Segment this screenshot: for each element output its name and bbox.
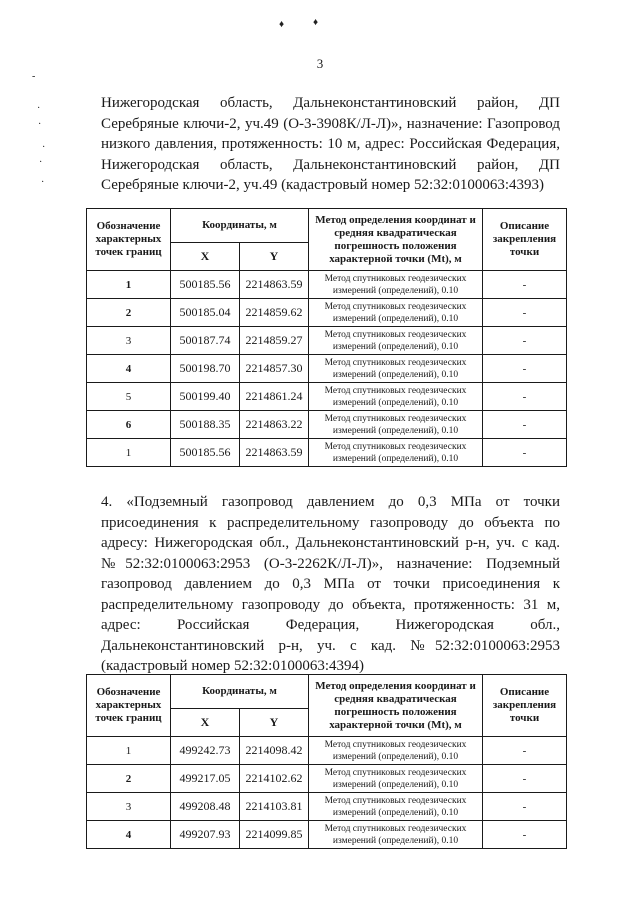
margin-mark: · [42, 142, 46, 153]
scan-mark: ♦ [279, 19, 285, 30]
table-row [87, 737, 567, 765]
method-cell: Метод спутниковых геодезических измерений (определений), 0.10 [309, 737, 483, 765]
point-cell: 1 [87, 737, 171, 765]
coordinates-table-2 [86, 674, 567, 849]
y-cell: 2214857.30 [240, 355, 309, 383]
description-cell: - [483, 765, 567, 793]
point-cell: 2 [87, 299, 171, 327]
header-coordinates: Координаты, м [171, 209, 309, 243]
description-cell: - [483, 327, 567, 355]
page-number: 3 [316, 56, 324, 71]
table-row [87, 327, 567, 355]
x-cell: 499217.05 [171, 765, 240, 793]
header-method: Метод определения координат и средняя квадратическая погрешность положения характерной точки (Mt), м [309, 209, 483, 271]
margin-mark: · [38, 119, 42, 130]
header-method: Метод определения координат и средняя квадратическая погрешность положения характерной точки (Mt), м [309, 675, 483, 737]
x-cell: 500187.74 [171, 327, 240, 355]
coordinates-table-1 [86, 208, 567, 467]
table-row [87, 765, 567, 793]
object-description-paragraph: Нижегородская область, Дальнеконстантиновский район, ДП Серебряные ключи-2, уч.49 (О-3-3908К/Л-Л)», назначение: Газопровод низкого давления, протяженность: 10 м, адрес: Российская Федерация, Нижегородская область, Дальнеконстантиновский район, ДП Серебряные ключи-2, уч.49 (кадастровый номер 52:32:0100063:4393) [101, 95, 560, 193]
table-row [87, 383, 567, 411]
x-cell: 500188.35 [171, 411, 240, 439]
y-cell: 2214099.85 [240, 821, 309, 849]
point-cell: 2 [87, 765, 171, 793]
header-point: Обозначение характерных точек границ [87, 675, 171, 737]
point-cell: 3 [87, 327, 171, 355]
y-cell: 2214098.42 [240, 737, 309, 765]
header-y: Y [240, 243, 309, 271]
x-cell: 499242.73 [171, 737, 240, 765]
method-cell: Метод спутниковых геодезических измерений (определений), 0.10 [309, 355, 483, 383]
margin-mark: - [32, 71, 36, 82]
header-description: Описание закрепления точки [483, 675, 567, 737]
method-cell: Метод спутниковых геодезических измерений (определений), 0.10 [309, 299, 483, 327]
x-cell: 499208.48 [171, 793, 240, 821]
y-cell: 2214863.22 [240, 411, 309, 439]
x-cell: 500199.40 [171, 383, 240, 411]
x-cell: 500185.56 [171, 271, 240, 299]
description-cell: - [483, 439, 567, 467]
header-x: X [171, 709, 240, 737]
method-cell: Метод спутниковых геодезических измерений (определений), 0.10 [309, 793, 483, 821]
y-cell: 2214103.81 [240, 793, 309, 821]
x-cell: 499207.93 [171, 821, 240, 849]
description-cell: - [483, 299, 567, 327]
description-cell: - [483, 821, 567, 849]
point-cell: 5 [87, 383, 171, 411]
header-description: Описание закрепления точки [483, 209, 567, 271]
table-row [87, 439, 567, 467]
margin-mark: · [39, 157, 43, 168]
point-cell: 6 [87, 411, 171, 439]
header-coordinates: Координаты, м [171, 675, 309, 709]
table-row [87, 271, 567, 299]
y-cell: 2214859.62 [240, 299, 309, 327]
y-cell: 2214102.62 [240, 765, 309, 793]
y-cell: 2214861.24 [240, 383, 309, 411]
header-point: Обозначение характерных точек границ [87, 209, 171, 271]
item-4-paragraph: 4. «Подземный газопровод давлением до 0,3 МПа от точки присоединения к распределительному газопроводу до объекта по адресу: Нижегородская обл., Дальнеконстантиновский р-н, уч. с кад. №52:32:0100063:2953 (О-3-2262К/Л-Л)», назначение: Подземный газопровод давлением до 0,3 МПа от точки присоединения к распределительному газопроводу до объекта, протяженность: 31 м, адрес: Российская Федерация, Нижегородская обл., Дальнеконстантиновский р-н, уч. с кад. №52:32:0100063:2953 (кадастровый номер 52:32:0100063:4394) [101, 494, 560, 674]
scan-mark: ♦ [313, 17, 319, 28]
method-cell: Метод спутниковых геодезических измерений (определений), 0.10 [309, 821, 483, 849]
x-cell: 500185.56 [171, 439, 240, 467]
point-cell: 4 [87, 355, 171, 383]
description-cell: - [483, 383, 567, 411]
y-cell: 2214863.59 [240, 271, 309, 299]
table-row [87, 299, 567, 327]
description-cell: - [483, 737, 567, 765]
table-row [87, 793, 567, 821]
margin-mark: · [41, 177, 45, 188]
method-cell: Метод спутниковых геодезических измерений (определений), 0.10 [309, 439, 483, 467]
x-cell: 500185.04 [171, 299, 240, 327]
header-y: Y [240, 709, 309, 737]
method-cell: Метод спутниковых геодезических измерений (определений), 0.10 [309, 271, 483, 299]
description-cell: - [483, 355, 567, 383]
point-cell: 1 [87, 271, 171, 299]
method-cell: Метод спутниковых геодезических измерений (определений), 0.10 [309, 411, 483, 439]
point-cell: 1 [87, 439, 171, 467]
x-cell: 500198.70 [171, 355, 240, 383]
description-cell: - [483, 411, 567, 439]
y-cell: 2214859.27 [240, 327, 309, 355]
y-cell: 2214863.59 [240, 439, 309, 467]
method-cell: Метод спутниковых геодезических измерений (определений), 0.10 [309, 327, 483, 355]
margin-mark: · [37, 103, 41, 114]
method-cell: Метод спутниковых геодезических измерений (определений), 0.10 [309, 765, 483, 793]
table-row [87, 355, 567, 383]
method-cell: Метод спутниковых геодезических измерений (определений), 0.10 [309, 383, 483, 411]
point-cell: 3 [87, 793, 171, 821]
description-cell: - [483, 793, 567, 821]
table-row [87, 821, 567, 849]
description-cell: - [483, 271, 567, 299]
table-row [87, 411, 567, 439]
point-cell: 4 [87, 821, 171, 849]
header-x: X [171, 243, 240, 271]
